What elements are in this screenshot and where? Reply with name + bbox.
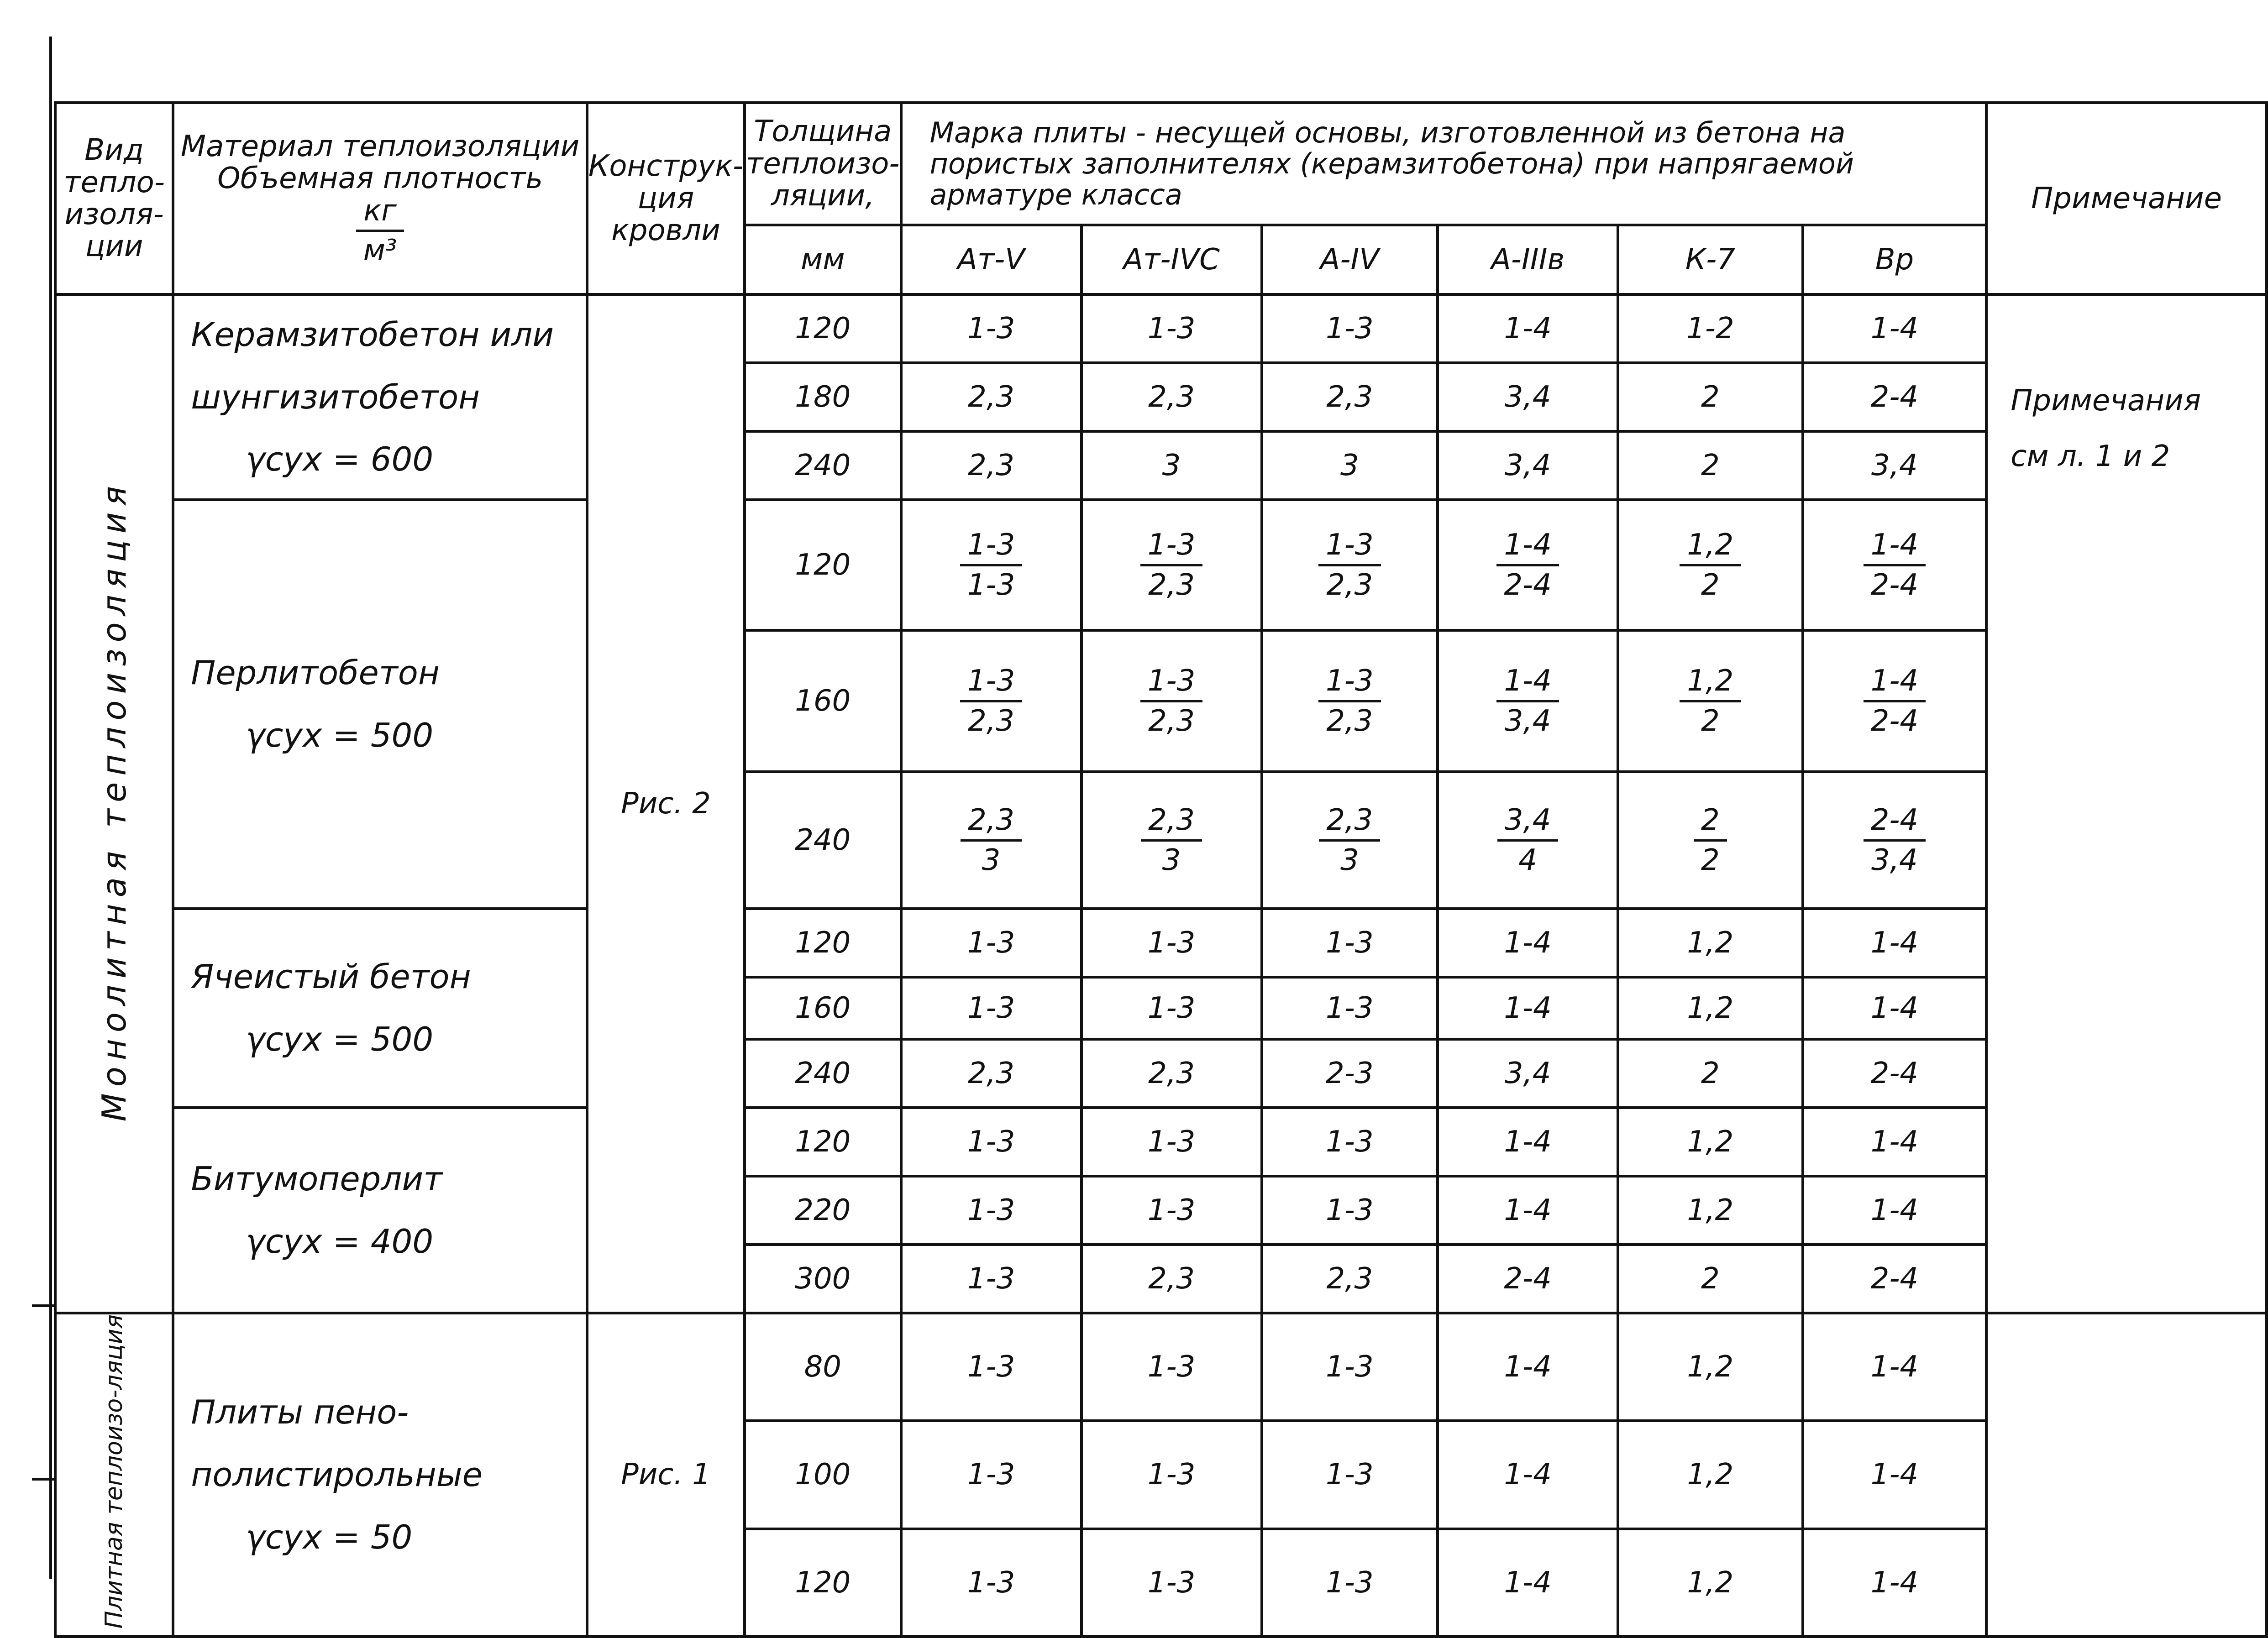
thickness-cell: 100 bbox=[745, 1421, 901, 1528]
marka-cell: 1-4 bbox=[1438, 1176, 1618, 1245]
marka-cell: 2,3 bbox=[1082, 1245, 1262, 1313]
marka-cell bbox=[1803, 772, 1987, 909]
header-material: Материал теплоизоляции Объемная плотность $\frac{кг}{\text{м³}}$ bbox=[173, 103, 587, 294]
material-cell bbox=[173, 294, 587, 500]
header-note: Примечание bbox=[1986, 103, 2267, 294]
marka-cell: 1-3 bbox=[901, 1313, 1082, 1421]
marka-cell: 2,3 bbox=[901, 363, 1082, 431]
marka-cell bbox=[1618, 772, 1802, 909]
header-thickness-unit: мм bbox=[745, 225, 901, 294]
marka-cell: 1-3 bbox=[1262, 909, 1438, 977]
marka-cell: 2-3 bbox=[1262, 1039, 1438, 1108]
marka-cell: 2-4 bbox=[1803, 363, 1987, 431]
marka-cell: 1-3 bbox=[1262, 1313, 1438, 1421]
marka-cell bbox=[1438, 500, 1618, 630]
marka-cell: 1-4 bbox=[1803, 1421, 1987, 1528]
marka-cell: 2 bbox=[1618, 431, 1802, 500]
marka-cell: 1-4 bbox=[1438, 1108, 1618, 1176]
material-name: Битумоперлит bbox=[191, 1160, 443, 1198]
marka-cell bbox=[1262, 772, 1438, 909]
marka-cell: 2,3 bbox=[901, 1039, 1082, 1108]
marka-cell: 1-3 bbox=[901, 1176, 1082, 1245]
marka-cell: 1-3 bbox=[1082, 1421, 1262, 1528]
marka-cell: 2 bbox=[1618, 363, 1802, 431]
marka-cell bbox=[901, 630, 1082, 772]
margin-tick-upper bbox=[32, 1304, 55, 1307]
marka-cell: 1-4 bbox=[1438, 909, 1618, 977]
insulation-type-cell bbox=[55, 1313, 173, 1637]
marka-cell: 1-3 bbox=[1262, 1176, 1438, 1245]
thickness-cell: 240 bbox=[745, 772, 901, 909]
marka-fraction: $\frac{2,3}{3}$ bbox=[961, 804, 1022, 876]
construction-ref: Рис. 2 bbox=[621, 786, 711, 821]
marka-cell: 3,4 bbox=[1438, 431, 1618, 500]
marka-cell: 2-4 bbox=[1438, 1245, 1618, 1313]
marka-cell bbox=[1082, 500, 1262, 630]
marka-cell: 2-4 bbox=[1803, 1039, 1987, 1108]
thickness-cell: 120 bbox=[745, 1529, 901, 1637]
marka-cell: 3,4 bbox=[1438, 363, 1618, 431]
material-name: Керамзитобетон или bbox=[191, 315, 554, 354]
material-cell bbox=[173, 1108, 587, 1313]
marka-cell: 1-4 bbox=[1438, 1313, 1618, 1421]
marka-cell: 3 bbox=[1082, 431, 1262, 500]
material-density: γсух = 600 bbox=[246, 440, 434, 479]
marka-fraction: $\frac{2}{2}$ bbox=[1694, 804, 1727, 876]
marka-cell: 3 bbox=[1262, 431, 1438, 500]
marka-cell bbox=[1803, 500, 1987, 630]
marka-fraction: $\frac{1-3}{2,3}$ bbox=[1318, 529, 1381, 601]
marka-cell: 1-4 bbox=[1803, 1529, 1987, 1637]
material-name: полистирольные bbox=[191, 1455, 483, 1494]
thickness-cell: 80 bbox=[745, 1313, 901, 1421]
marka-cell bbox=[1438, 772, 1618, 909]
marka-cell: 2,3 bbox=[1082, 1039, 1262, 1108]
marka-cell: 2,3 bbox=[901, 431, 1082, 500]
material-cell bbox=[173, 909, 587, 1108]
construction-cell bbox=[587, 294, 745, 1313]
thickness-cell: 240 bbox=[745, 1039, 901, 1108]
material-density: γсух = 500 bbox=[246, 716, 434, 754]
marka-cell: 1-3 bbox=[1082, 977, 1262, 1039]
reinforcement-table bbox=[54, 101, 2268, 1638]
note-text: см л. 1 и 2 bbox=[2011, 439, 2170, 473]
thickness-cell: 240 bbox=[745, 431, 901, 500]
thickness-cell: 120 bbox=[745, 1108, 901, 1176]
marka-cell: 1,2 bbox=[1618, 1529, 1802, 1637]
marka-cell bbox=[1262, 630, 1438, 772]
marka-cell bbox=[1618, 500, 1802, 630]
marka-cell: 1-4 bbox=[1803, 977, 1987, 1039]
thickness-cell: 160 bbox=[745, 630, 901, 772]
marka-fraction: $\frac{1-4}{2-4}$ bbox=[1864, 665, 1926, 737]
marka-cell: 1-4 bbox=[1803, 1108, 1987, 1176]
thickness-cell: 120 bbox=[745, 294, 901, 363]
marka-cell bbox=[1082, 630, 1262, 772]
marka-cell: 1-2 bbox=[1618, 294, 1802, 363]
marka-cell: 1-4 bbox=[1438, 1421, 1618, 1528]
thickness-cell: 120 bbox=[745, 909, 901, 977]
marka-cell: 3,4 bbox=[1438, 1039, 1618, 1108]
marka-cell: 1-3 bbox=[901, 977, 1082, 1039]
marka-cell bbox=[1082, 772, 1262, 909]
marka-fraction: $\frac{1-4}{2-4}$ bbox=[1496, 529, 1559, 601]
marka-fraction: $\frac{1-4}{2-4}$ bbox=[1864, 529, 1926, 601]
marka-cell: 1-3 bbox=[1262, 977, 1438, 1039]
marka-fraction: $\frac{3,4}{4}$ bbox=[1497, 804, 1559, 876]
marka-fraction: $\frac{1,2}{2}$ bbox=[1680, 665, 1741, 737]
marka-cell: 1,2 bbox=[1618, 1108, 1802, 1176]
marka-fraction: $\frac{1,2}{2}$ bbox=[1680, 529, 1741, 601]
thickness-cell: 120 bbox=[745, 500, 901, 630]
table-row bbox=[55, 1108, 2267, 1176]
material-name: Перлитобетон bbox=[191, 654, 440, 692]
marka-cell: 1-4 bbox=[1803, 1313, 1987, 1421]
construction-ref: Рис. 1 bbox=[621, 1458, 711, 1492]
marka-cell: 2,3 bbox=[1262, 1245, 1438, 1313]
marka-cell: 1,2 bbox=[1618, 1176, 1802, 1245]
note-cell bbox=[1986, 294, 2267, 1313]
marka-fraction: $\frac{1-3}{2,3}$ bbox=[1318, 665, 1381, 737]
material-cell bbox=[173, 500, 587, 909]
marka-cell: 1-3 bbox=[901, 294, 1082, 363]
header-row-1 bbox=[55, 103, 2267, 225]
header-construction: Конструк-ция кровли bbox=[587, 103, 745, 294]
marka-cell: 1-3 bbox=[1262, 1108, 1438, 1176]
marka-cell: 1-3 bbox=[1262, 1421, 1438, 1528]
material-name: Ячеистый бетон bbox=[191, 958, 471, 996]
marka-cell: 1-4 bbox=[1803, 909, 1987, 977]
marka-fraction: $\frac{1-3}{2,3}$ bbox=[1140, 665, 1203, 737]
marka-cell: 1-3 bbox=[1082, 1176, 1262, 1245]
material-density: γсух = 50 bbox=[246, 1518, 413, 1556]
marka-cell: 1,2 bbox=[1618, 1421, 1802, 1528]
material-density: γсух = 400 bbox=[246, 1222, 434, 1261]
header-marka: Марка плиты - несущей основы, изготовленной из бетона на пористых заполнителях (керамзитобетона) при напрягаемой арматуре класса bbox=[901, 103, 1987, 225]
class-a-iiiv: А-IIIв bbox=[1438, 225, 1618, 294]
marka-fraction: $\frac{2,3}{3}$ bbox=[1141, 804, 1202, 876]
thickness-cell: 160 bbox=[745, 977, 901, 1039]
material-density: γсух = 500 bbox=[246, 1020, 434, 1058]
marka-cell: 1-4 bbox=[1438, 1529, 1618, 1637]
marka-cell: 1,2 bbox=[1618, 977, 1802, 1039]
marka-cell bbox=[1618, 630, 1802, 772]
marka-cell: 1-4 bbox=[1438, 294, 1618, 363]
marka-cell: 1-3 bbox=[1082, 1108, 1262, 1176]
marka-cell: 1-3 bbox=[1082, 909, 1262, 977]
class-a-iv: А-IV bbox=[1262, 225, 1438, 294]
marka-fraction: $\frac{1-3}{2,3}$ bbox=[1140, 529, 1203, 601]
marka-cell: 2,3 bbox=[1082, 363, 1262, 431]
marka-cell: 2-4 bbox=[1803, 1245, 1987, 1313]
table-row bbox=[55, 500, 2267, 630]
table-row bbox=[55, 294, 2267, 363]
marka-cell: 2 bbox=[1618, 1245, 1802, 1313]
marka-cell bbox=[901, 500, 1082, 630]
thickness-cell: 180 bbox=[745, 363, 901, 431]
marka-cell: 1-3 bbox=[901, 1529, 1082, 1637]
header-vid: Вид тепло-изоля-ции bbox=[55, 103, 173, 294]
marka-cell: 1,2 bbox=[1618, 909, 1802, 977]
table-row bbox=[55, 909, 2267, 977]
material-name: Плиты пено- bbox=[191, 1393, 409, 1432]
construction-cell bbox=[587, 1313, 745, 1637]
marka-fraction: $\frac{1-4}{3,4}$ bbox=[1496, 665, 1559, 737]
material-name: шунгизитобетон bbox=[191, 377, 480, 416]
marka-cell bbox=[1803, 630, 1987, 772]
insulation-type-cell bbox=[55, 294, 173, 1313]
class-k7: К-7 bbox=[1618, 225, 1802, 294]
class-vr: Вр bbox=[1803, 225, 1987, 294]
marka-cell: 3,4 bbox=[1803, 431, 1987, 500]
marka-fraction: $\frac{1-3}{1-3}$ bbox=[960, 529, 1023, 601]
note-text: Примечания bbox=[2011, 384, 2201, 418]
marka-cell bbox=[1262, 500, 1438, 630]
marka-cell: 1-3 bbox=[901, 909, 1082, 977]
marka-cell: 1-3 bbox=[1082, 1313, 1262, 1421]
marka-fraction: $\frac{1-3}{2,3}$ bbox=[960, 665, 1023, 737]
marka-cell: 1-3 bbox=[1262, 1529, 1438, 1637]
material-cell bbox=[173, 1313, 587, 1637]
marka-cell: 1,2 bbox=[1618, 1313, 1802, 1421]
marka-fraction: $\frac{2-4}{3,4}$ bbox=[1864, 804, 1926, 876]
insulation-type-label: Монолитная теплоизоляция bbox=[94, 479, 133, 1121]
class-at-ivc: Ат-IVС bbox=[1082, 225, 1262, 294]
marka-cell: 2 bbox=[1618, 1039, 1802, 1108]
table-row bbox=[55, 1313, 2267, 1421]
marka-cell bbox=[901, 772, 1082, 909]
class-at-v: Ат-V bbox=[901, 225, 1082, 294]
marka-cell: 1-3 bbox=[901, 1108, 1082, 1176]
marka-cell: 1-3 bbox=[901, 1421, 1082, 1528]
margin-tick-lower bbox=[32, 1478, 55, 1481]
marka-cell: 1-4 bbox=[1803, 294, 1987, 363]
marka-fraction: $\frac{2,3}{3}$ bbox=[1319, 804, 1380, 876]
header-thickness: Толщина теплоизо-ляции, bbox=[745, 103, 901, 225]
thickness-cell: 220 bbox=[745, 1176, 901, 1245]
marka-cell bbox=[1438, 630, 1618, 772]
marka-cell: 1-3 bbox=[1262, 294, 1438, 363]
note-cell bbox=[1986, 1313, 2267, 1637]
marka-cell: 2,3 bbox=[1262, 363, 1438, 431]
marka-cell: 1-4 bbox=[1803, 1176, 1987, 1245]
insulation-type-label: Плитная теплоизо-ляция bbox=[100, 1314, 128, 1629]
marka-cell: 1-3 bbox=[1082, 1529, 1262, 1637]
thickness-cell: 300 bbox=[745, 1245, 901, 1313]
marka-cell: 1-3 bbox=[901, 1245, 1082, 1313]
marka-cell: 1-3 bbox=[1082, 294, 1262, 363]
unit-fraction: $\frac{кг}{\text{м³}}$ bbox=[356, 195, 404, 267]
marka-cell: 1-4 bbox=[1438, 977, 1618, 1039]
